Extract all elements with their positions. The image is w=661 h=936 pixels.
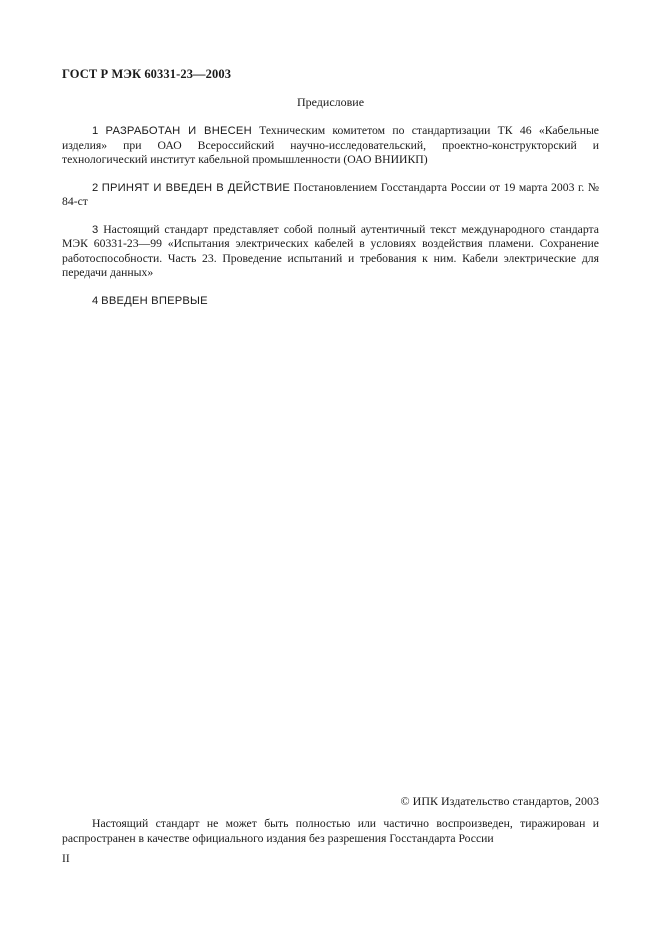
reproduction-notice: Настоящий стандарт не может быть полностью или частично воспроизведен, тиражирован и распространен в качестве официального издания без разрешения Госстандарта России: [62, 817, 599, 845]
section-title: Предисловие: [296, 95, 365, 109]
clause-number: 2: [92, 181, 99, 194]
standard-code-header: ГОСТ Р МЭК 60331-23—2003: [62, 67, 232, 81]
page-number: II: [62, 853, 70, 865]
clause-4: [62, 294, 599, 309]
copyright-line: © ИПК Издательство стандартов, 2003: [400, 794, 599, 808]
clause-3: [62, 223, 599, 281]
clause-text: Постановлением Госстандарта России от 19 марта 2003 г. № 84-ст: [62, 180, 600, 208]
clause-lead: ВВЕДЕН ВПЕРВЫЕ: [101, 294, 208, 307]
clause-text: Настоящий стандарт представляет собой полный аутентичный текст международного стандарта МЭК 60331-23—99 «Испытания электрических кабелей в условиях воздействия пламени. Сохранение работоспособности. Часть 23. Проведение испытаний и требования к ним. Кабели электрические для передачи данных»: [62, 222, 599, 279]
clause-lead: ПРИНЯТ И ВВЕДЕН В ДЕЙСТВИЕ: [101, 181, 290, 194]
clause-lead: РАЗРАБОТАН И ВНЕСЕН: [105, 125, 252, 137]
clause-number: 3: [92, 223, 99, 236]
clause-1: [62, 124, 599, 168]
clause-number: 4: [92, 294, 99, 307]
foreword-clauses: [62, 124, 599, 321]
clause-2: [62, 181, 599, 210]
clause-text: Техническим комитетом по стандартизации ТК 46 «Кабельные изделия» при ОАО Всероссийский научно-исследовательский, проектно-конструкторский и технологический институт кабельной промышленности (ОАО ВНИИКП): [62, 124, 599, 166]
clause-number: 1: [92, 125, 99, 137]
